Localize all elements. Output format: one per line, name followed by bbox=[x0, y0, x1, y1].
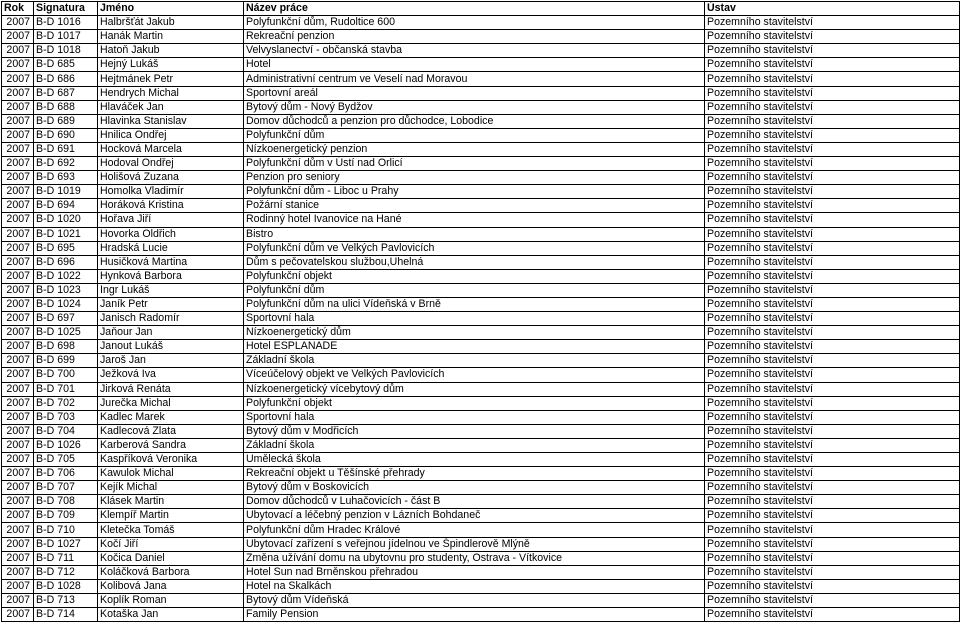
cell-ustav: Pozemního stavitelství bbox=[705, 241, 960, 255]
cell-jmeno: Hradská Lucie bbox=[98, 241, 244, 255]
cell-signatura: B-D 1018 bbox=[34, 44, 98, 58]
cell-ustav: Pozemního stavitelství bbox=[705, 297, 960, 311]
table-row bbox=[2, 467, 960, 481]
table-row bbox=[2, 354, 960, 368]
cell-rok: 2007 bbox=[2, 424, 34, 438]
cell-jmeno: Karberová Sandra bbox=[98, 438, 244, 452]
cell-rok: 2007 bbox=[2, 213, 34, 227]
cell-jmeno: Klempíř Martin bbox=[98, 509, 244, 523]
table-row bbox=[2, 213, 960, 227]
table-row bbox=[2, 438, 960, 452]
cell-rok: 2007 bbox=[2, 537, 34, 551]
cell-jmeno: Hocková Marcela bbox=[98, 142, 244, 156]
cell-ustav: Pozemního stavitelství bbox=[705, 438, 960, 452]
cell-ustav: Pozemního stavitelství bbox=[705, 312, 960, 326]
table-row bbox=[2, 255, 960, 269]
table-row bbox=[2, 608, 960, 622]
cell-rok: 2007 bbox=[2, 396, 34, 410]
table-row bbox=[2, 199, 960, 213]
cell-jmeno: Hynková Barbora bbox=[98, 269, 244, 283]
cell-ustav: Pozemního stavitelství bbox=[705, 171, 960, 185]
header-row bbox=[2, 2, 960, 16]
cell-nazev-prace: Sportovní hala bbox=[244, 312, 705, 326]
cell-rok: 2007 bbox=[2, 157, 34, 171]
cell-signatura: B-D 710 bbox=[34, 523, 98, 537]
cell-rok: 2007 bbox=[2, 269, 34, 283]
cell-rok: 2007 bbox=[2, 565, 34, 579]
header-nazev-prace: Název práce bbox=[244, 2, 705, 16]
table-row bbox=[2, 551, 960, 565]
cell-nazev-prace: Požární stanice bbox=[244, 199, 705, 213]
cell-ustav: Pozemního stavitelství bbox=[705, 128, 960, 142]
table-body bbox=[2, 16, 960, 622]
cell-jmeno: Hlavinka Stanislav bbox=[98, 114, 244, 128]
cell-signatura: B-D 1027 bbox=[34, 537, 98, 551]
cell-rok: 2007 bbox=[2, 340, 34, 354]
cell-jmeno: Hanák Martin bbox=[98, 30, 244, 44]
cell-rok: 2007 bbox=[2, 523, 34, 537]
cell-signatura: B-D 686 bbox=[34, 72, 98, 86]
cell-signatura: B-D 705 bbox=[34, 453, 98, 467]
cell-rok: 2007 bbox=[2, 171, 34, 185]
cell-ustav: Pozemního stavitelství bbox=[705, 368, 960, 382]
cell-jmeno: Kotaška Jan bbox=[98, 608, 244, 622]
cell-jmeno: Jaňour Jan bbox=[98, 326, 244, 340]
cell-nazev-prace: Ubytovací zařízení s veřejnou jídelnou ve Špindlerově Mlýně bbox=[244, 537, 705, 551]
cell-ustav: Pozemního stavitelství bbox=[705, 608, 960, 622]
cell-jmeno: Jurečka Michal bbox=[98, 396, 244, 410]
cell-signatura: B-D 685 bbox=[34, 58, 98, 72]
cell-rok: 2007 bbox=[2, 100, 34, 114]
cell-signatura: B-D 713 bbox=[34, 593, 98, 607]
cell-ustav: Pozemního stavitelství bbox=[705, 410, 960, 424]
cell-nazev-prace: Polyfunkční dům bbox=[244, 128, 705, 142]
cell-jmeno: Hlaváček Jan bbox=[98, 100, 244, 114]
cell-jmeno: Jaroš Jan bbox=[98, 354, 244, 368]
cell-nazev-prace: Bytový dům v Boskovicích bbox=[244, 481, 705, 495]
table-row bbox=[2, 312, 960, 326]
table-row bbox=[2, 269, 960, 283]
cell-rok: 2007 bbox=[2, 227, 34, 241]
header-rok: Rok bbox=[2, 2, 34, 16]
cell-ustav: Pozemního stavitelství bbox=[705, 157, 960, 171]
cell-rok: 2007 bbox=[2, 368, 34, 382]
cell-nazev-prace: Nízkoenergetický vícebytový dům bbox=[244, 382, 705, 396]
cell-rok: 2007 bbox=[2, 579, 34, 593]
cell-signatura: B-D 1024 bbox=[34, 297, 98, 311]
cell-jmeno: Hořava Jiří bbox=[98, 213, 244, 227]
header-ustav: Ústav bbox=[705, 2, 960, 16]
cell-signatura: B-D 697 bbox=[34, 312, 98, 326]
cell-nazev-prace: Bistro bbox=[244, 227, 705, 241]
cell-ustav: Pozemního stavitelství bbox=[705, 453, 960, 467]
cell-nazev-prace: Změna užívání domu na ubytovnu pro studenty, Ostrava - Vítkovice bbox=[244, 551, 705, 565]
cell-rok: 2007 bbox=[2, 44, 34, 58]
cell-ustav: Pozemního stavitelství bbox=[705, 142, 960, 156]
cell-jmeno: Homolka Vladimír bbox=[98, 185, 244, 199]
cell-signatura: B-D 699 bbox=[34, 354, 98, 368]
cell-nazev-prace: Velvyslanectví - občanská stavba bbox=[244, 44, 705, 58]
cell-nazev-prace: Sportovní hala bbox=[244, 410, 705, 424]
cell-jmeno: Kolibová Jana bbox=[98, 579, 244, 593]
table-row bbox=[2, 593, 960, 607]
cell-nazev-prace: Domov důchodců a penzion pro důchodce, Lobodice bbox=[244, 114, 705, 128]
table-row bbox=[2, 16, 960, 30]
cell-signatura: B-D 1020 bbox=[34, 213, 98, 227]
cell-rok: 2007 bbox=[2, 326, 34, 340]
cell-nazev-prace: Family Pension bbox=[244, 608, 705, 622]
cell-signatura: B-D 712 bbox=[34, 565, 98, 579]
cell-rok: 2007 bbox=[2, 241, 34, 255]
cell-nazev-prace: Hotel na Skalkách bbox=[244, 579, 705, 593]
cell-signatura: B-D 1023 bbox=[34, 283, 98, 297]
cell-ustav: Pozemního stavitelství bbox=[705, 44, 960, 58]
table-row bbox=[2, 185, 960, 199]
cell-rok: 2007 bbox=[2, 608, 34, 622]
table-row bbox=[2, 114, 960, 128]
cell-signatura: B-D 708 bbox=[34, 495, 98, 509]
cell-ustav: Pozemního stavitelství bbox=[705, 551, 960, 565]
cell-nazev-prace: Hotel bbox=[244, 58, 705, 72]
cell-ustav: Pozemního stavitelství bbox=[705, 86, 960, 100]
cell-signatura: B-D 709 bbox=[34, 509, 98, 523]
table-row bbox=[2, 340, 960, 354]
cell-signatura: B-D 703 bbox=[34, 410, 98, 424]
cell-ustav: Pozemního stavitelství bbox=[705, 213, 960, 227]
table-row bbox=[2, 509, 960, 523]
cell-ustav: Pozemního stavitelství bbox=[705, 58, 960, 72]
cell-jmeno: Halbršťát Jakub bbox=[98, 16, 244, 30]
table-row bbox=[2, 283, 960, 297]
cell-rok: 2007 bbox=[2, 354, 34, 368]
cell-signatura: B-D 707 bbox=[34, 481, 98, 495]
cell-nazev-prace: Penzion pro seniory bbox=[244, 171, 705, 185]
cell-ustav: Pozemního stavitelství bbox=[705, 579, 960, 593]
cell-jmeno: Hatoň Jakub bbox=[98, 44, 244, 58]
cell-nazev-prace: Základní škola bbox=[244, 438, 705, 452]
table-row bbox=[2, 424, 960, 438]
cell-rok: 2007 bbox=[2, 410, 34, 424]
cell-signatura: B-D 1017 bbox=[34, 30, 98, 44]
cell-ustav: Pozemního stavitelství bbox=[705, 593, 960, 607]
table-row bbox=[2, 453, 960, 467]
cell-signatura: B-D 694 bbox=[34, 199, 98, 213]
cell-ustav: Pozemního stavitelství bbox=[705, 114, 960, 128]
cell-rok: 2007 bbox=[2, 551, 34, 565]
cell-rok: 2007 bbox=[2, 30, 34, 44]
header-jmeno: Jméno bbox=[98, 2, 244, 16]
table-row bbox=[2, 58, 960, 72]
cell-nazev-prace: Polyfunkční dům bbox=[244, 283, 705, 297]
cell-jmeno: Horáková Kristina bbox=[98, 199, 244, 213]
cell-nazev-prace: Polyfunkční dům, Rudoltice 600 bbox=[244, 16, 705, 30]
cell-nazev-prace: Polyfunkční dům na ulici Vídeňská v Brně bbox=[244, 297, 705, 311]
cell-signatura: B-D 706 bbox=[34, 467, 98, 481]
cell-ustav: Pozemního stavitelství bbox=[705, 396, 960, 410]
cell-nazev-prace: Rodinný hotel Ivanovice na Hané bbox=[244, 213, 705, 227]
table-row bbox=[2, 410, 960, 424]
cell-ustav: Pozemního stavitelství bbox=[705, 16, 960, 30]
header-signatura: Signatura bbox=[34, 2, 98, 16]
cell-nazev-prace: Základní škola bbox=[244, 354, 705, 368]
cell-signatura: B-D 1025 bbox=[34, 326, 98, 340]
cell-rok: 2007 bbox=[2, 72, 34, 86]
cell-signatura: B-D 688 bbox=[34, 100, 98, 114]
cell-signatura: B-D 693 bbox=[34, 171, 98, 185]
table-row bbox=[2, 72, 960, 86]
cell-signatura: B-D 714 bbox=[34, 608, 98, 622]
cell-rok: 2007 bbox=[2, 495, 34, 509]
cell-signatura: B-D 711 bbox=[34, 551, 98, 565]
table-row bbox=[2, 157, 960, 171]
cell-jmeno: Hejný Lukáš bbox=[98, 58, 244, 72]
cell-ustav: Pozemního stavitelství bbox=[705, 481, 960, 495]
table-row bbox=[2, 565, 960, 579]
cell-rok: 2007 bbox=[2, 58, 34, 72]
cell-signatura: B-D 687 bbox=[34, 86, 98, 100]
cell-nazev-prace: Bytový dům - Nový Bydžov bbox=[244, 100, 705, 114]
cell-rok: 2007 bbox=[2, 593, 34, 607]
cell-jmeno: Hejtmánek Petr bbox=[98, 72, 244, 86]
cell-nazev-prace: Nízkoenergetický penzion bbox=[244, 142, 705, 156]
cell-nazev-prace: Polyfunkční dům Hradec Králové bbox=[244, 523, 705, 537]
cell-nazev-prace: Bytový dům v Modřicích bbox=[244, 424, 705, 438]
cell-jmeno: Jirková Renáta bbox=[98, 382, 244, 396]
table-row bbox=[2, 44, 960, 58]
cell-jmeno: Kejík Michal bbox=[98, 481, 244, 495]
cell-ustav: Pozemního stavitelství bbox=[705, 523, 960, 537]
cell-nazev-prace: Polyfunkční dům - Liboc u Prahy bbox=[244, 185, 705, 199]
cell-ustav: Pozemního stavitelství bbox=[705, 424, 960, 438]
table-row bbox=[2, 30, 960, 44]
cell-ustav: Pozemního stavitelství bbox=[705, 340, 960, 354]
cell-ustav: Pozemního stavitelství bbox=[705, 382, 960, 396]
table-row bbox=[2, 227, 960, 241]
cell-rok: 2007 bbox=[2, 142, 34, 156]
table-row bbox=[2, 297, 960, 311]
cell-jmeno: Holišová Zuzana bbox=[98, 171, 244, 185]
table-row bbox=[2, 86, 960, 100]
table-row bbox=[2, 142, 960, 156]
cell-nazev-prace: Víceúčelový objekt ve Velkých Pavlovicích bbox=[244, 368, 705, 382]
cell-nazev-prace: Nízkoenergetický dům bbox=[244, 326, 705, 340]
cell-signatura: B-D 1028 bbox=[34, 579, 98, 593]
cell-ustav: Pozemního stavitelství bbox=[705, 30, 960, 44]
table-row bbox=[2, 495, 960, 509]
cell-ustav: Pozemního stavitelství bbox=[705, 565, 960, 579]
cell-jmeno: Kočí Jiří bbox=[98, 537, 244, 551]
cell-nazev-prace: Ubytovací a léčebný penzion v Lázních Bohdaneč bbox=[244, 509, 705, 523]
cell-nazev-prace: Polyfunkční objekt bbox=[244, 396, 705, 410]
cell-ustav: Pozemního stavitelství bbox=[705, 537, 960, 551]
cell-rok: 2007 bbox=[2, 509, 34, 523]
table-row bbox=[2, 171, 960, 185]
table-row bbox=[2, 396, 960, 410]
cell-rok: 2007 bbox=[2, 453, 34, 467]
cell-nazev-prace: Umělecká škola bbox=[244, 453, 705, 467]
cell-jmeno: Janisch Radomír bbox=[98, 312, 244, 326]
cell-signatura: B-D 1026 bbox=[34, 438, 98, 452]
cell-nazev-prace: Hotel ESPLANADE bbox=[244, 340, 705, 354]
cell-rok: 2007 bbox=[2, 297, 34, 311]
cell-rok: 2007 bbox=[2, 185, 34, 199]
cell-rok: 2007 bbox=[2, 312, 34, 326]
table-row bbox=[2, 326, 960, 340]
cell-nazev-prace: Hotel Sun nad Brněnskou přehradou bbox=[244, 565, 705, 579]
cell-ustav: Pozemního stavitelství bbox=[705, 255, 960, 269]
cell-nazev-prace: Polyfunkční dům v Ústí nad Orlicí bbox=[244, 157, 705, 171]
cell-signatura: B-D 691 bbox=[34, 142, 98, 156]
cell-jmeno: Janík Petr bbox=[98, 297, 244, 311]
cell-nazev-prace: Sportovní areál bbox=[244, 86, 705, 100]
cell-rok: 2007 bbox=[2, 16, 34, 30]
cell-ustav: Pozemního stavitelství bbox=[705, 72, 960, 86]
cell-nazev-prace: Administrativní centrum ve Veselí nad Moravou bbox=[244, 72, 705, 86]
cell-signatura: B-D 1021 bbox=[34, 227, 98, 241]
cell-jmeno: Hnilica Ondřej bbox=[98, 128, 244, 142]
cell-jmeno: Kadlecová Zlata bbox=[98, 424, 244, 438]
cell-signatura: B-D 1022 bbox=[34, 269, 98, 283]
cell-nazev-prace: Rekreační objekt u Těšínské přehrady bbox=[244, 467, 705, 481]
cell-jmeno: Hodoval Ondřej bbox=[98, 157, 244, 171]
table-row bbox=[2, 241, 960, 255]
table-row bbox=[2, 382, 960, 396]
cell-signatura: B-D 700 bbox=[34, 368, 98, 382]
cell-signatura: B-D 1019 bbox=[34, 185, 98, 199]
cell-signatura: B-D 698 bbox=[34, 340, 98, 354]
cell-signatura: B-D 696 bbox=[34, 255, 98, 269]
cell-nazev-prace: Rekreační penzion bbox=[244, 30, 705, 44]
cell-signatura: B-D 690 bbox=[34, 128, 98, 142]
cell-rok: 2007 bbox=[2, 467, 34, 481]
cell-jmeno: Hovorka Oldřich bbox=[98, 227, 244, 241]
cell-rok: 2007 bbox=[2, 86, 34, 100]
cell-rok: 2007 bbox=[2, 114, 34, 128]
cell-jmeno: Ježková Iva bbox=[98, 368, 244, 382]
table-row bbox=[2, 523, 960, 537]
cell-jmeno: Klásek Martin bbox=[98, 495, 244, 509]
cell-rok: 2007 bbox=[2, 199, 34, 213]
cell-jmeno: Koláčková Barbora bbox=[98, 565, 244, 579]
cell-signatura: B-D 702 bbox=[34, 396, 98, 410]
cell-ustav: Pozemního stavitelství bbox=[705, 100, 960, 114]
table-row bbox=[2, 481, 960, 495]
cell-ustav: Pozemního stavitelství bbox=[705, 227, 960, 241]
table-row bbox=[2, 128, 960, 142]
cell-ustav: Pozemního stavitelství bbox=[705, 283, 960, 297]
cell-nazev-prace: Polyfunkční dům ve Velkých Pavlovicích bbox=[244, 241, 705, 255]
cell-signatura: B-D 695 bbox=[34, 241, 98, 255]
cell-ustav: Pozemního stavitelství bbox=[705, 269, 960, 283]
cell-ustav: Pozemního stavitelství bbox=[705, 467, 960, 481]
cell-rok: 2007 bbox=[2, 128, 34, 142]
cell-signatura: B-D 701 bbox=[34, 382, 98, 396]
cell-rok: 2007 bbox=[2, 438, 34, 452]
cell-jmeno: Janout Lukáš bbox=[98, 340, 244, 354]
table-row bbox=[2, 579, 960, 593]
cell-jmeno: Ingr Lukáš bbox=[98, 283, 244, 297]
cell-signatura: B-D 1016 bbox=[34, 16, 98, 30]
thesis-table bbox=[1, 1, 960, 622]
cell-jmeno: Kaspříková Veronika bbox=[98, 453, 244, 467]
cell-rok: 2007 bbox=[2, 283, 34, 297]
table-row bbox=[2, 100, 960, 114]
cell-ustav: Pozemního stavitelství bbox=[705, 199, 960, 213]
table-row bbox=[2, 537, 960, 551]
cell-ustav: Pozemního stavitelství bbox=[705, 326, 960, 340]
cell-jmeno: Husičková Martina bbox=[98, 255, 244, 269]
cell-rok: 2007 bbox=[2, 255, 34, 269]
cell-jmeno: Kawulok Michal bbox=[98, 467, 244, 481]
cell-ustav: Pozemního stavitelství bbox=[705, 495, 960, 509]
table-row bbox=[2, 368, 960, 382]
cell-signatura: B-D 704 bbox=[34, 424, 98, 438]
cell-ustav: Pozemního stavitelství bbox=[705, 354, 960, 368]
cell-ustav: Pozemního stavitelství bbox=[705, 509, 960, 523]
cell-jmeno: Kočica Daniel bbox=[98, 551, 244, 565]
cell-nazev-prace: Dům s pečovatelskou službou,Uhelná bbox=[244, 255, 705, 269]
cell-signatura: B-D 689 bbox=[34, 114, 98, 128]
cell-nazev-prace: Domov důchodců v Luhačovicích - část B bbox=[244, 495, 705, 509]
cell-nazev-prace: Polyfunkční objekt bbox=[244, 269, 705, 283]
cell-jmeno: Hendrych Michal bbox=[98, 86, 244, 100]
cell-signatura: B-D 692 bbox=[34, 157, 98, 171]
cell-rok: 2007 bbox=[2, 481, 34, 495]
cell-jmeno: Koplík Roman bbox=[98, 593, 244, 607]
cell-rok: 2007 bbox=[2, 382, 34, 396]
cell-ustav: Pozemního stavitelství bbox=[705, 185, 960, 199]
cell-jmeno: Kletečka Tomáš bbox=[98, 523, 244, 537]
cell-jmeno: Kadlec Marek bbox=[98, 410, 244, 424]
cell-nazev-prace: Bytový dům Vídeňská bbox=[244, 593, 705, 607]
